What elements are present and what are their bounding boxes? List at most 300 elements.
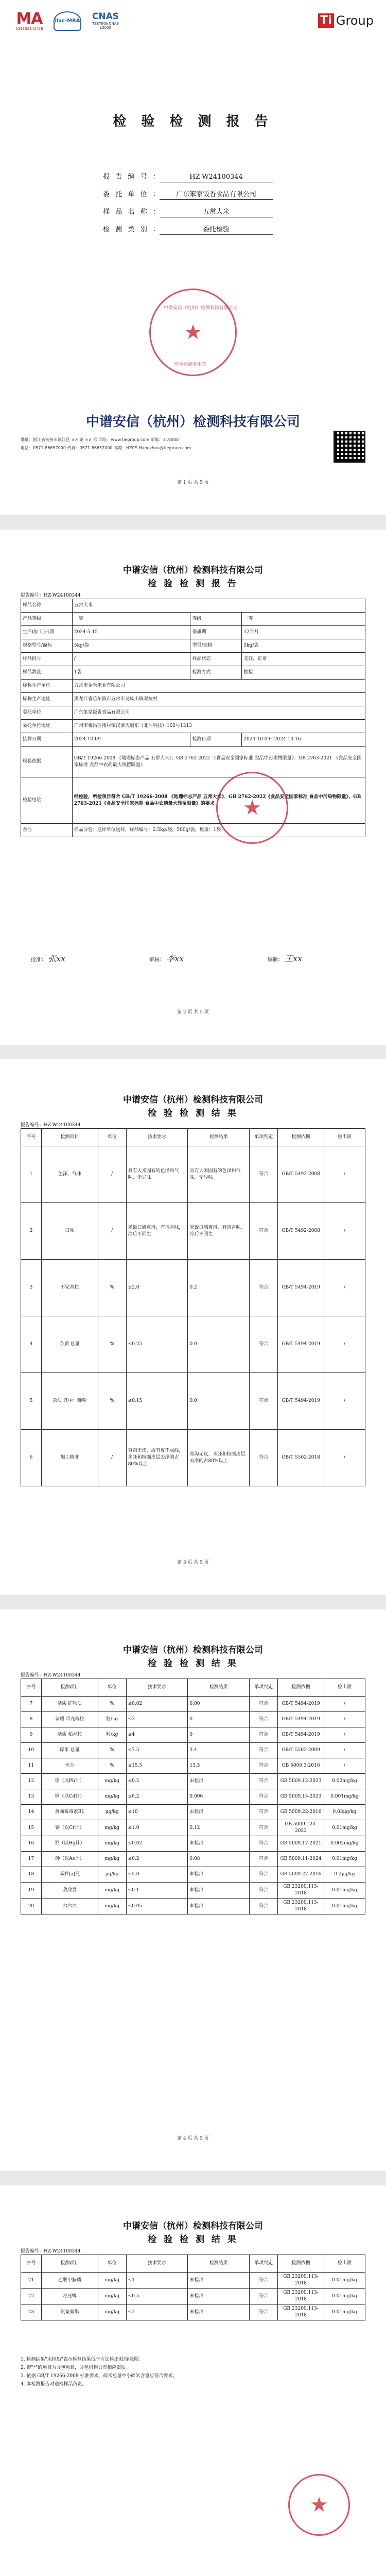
results-page-3 — [0, 2185, 386, 2576]
reviewer-label: 审核： — [149, 957, 165, 963]
cell-item: 杂质 带壳稗粒 — [41, 1712, 98, 1727]
cell-method: GB 5009.123-2023 — [278, 1820, 324, 1836]
cell-judge: 符合 — [250, 1852, 278, 1867]
results-header-row — [21, 1129, 365, 1146]
cell-result: 未检出 — [188, 1774, 250, 1789]
cell-item: 杂质 稻谷粒 — [41, 1727, 98, 1743]
cell-judge: 符合 — [250, 1260, 278, 1316]
cell-unit: mg/kg — [98, 1883, 126, 1899]
results-header-row — [21, 2255, 365, 2273]
cell-lod: / — [324, 1146, 365, 1203]
cell-item: 氯氰菊酯 — [41, 2304, 98, 2320]
cell-method: GB 5009.22-2016 — [278, 1805, 324, 1820]
cell-item: 杂质 矿物质 — [41, 1697, 98, 1712]
cell-method: GB 23200.113-2018 — [278, 2289, 324, 2304]
info-row — [21, 680, 365, 693]
client-label: 委托单位： — [103, 191, 160, 198]
cell-result: 0.2 — [188, 1260, 250, 1316]
cell-no: 19 — [21, 1883, 42, 1899]
cell-item: 不完善粒 — [41, 1260, 98, 1316]
info-label: 样品数量 — [21, 666, 73, 680]
table-row — [21, 1852, 365, 1867]
cell-item: 乙酰甲胺磷 — [41, 2273, 98, 2289]
info-label: 委托单位地址 — [21, 720, 73, 733]
cell-lod: 0.01mg/kg — [324, 1820, 365, 1836]
column-header: 技术要求 — [126, 1679, 188, 1697]
info-row — [21, 747, 365, 777]
cell-method: GB 5009.15-2023 — [278, 1789, 324, 1805]
sample-label: 样品名称： — [103, 208, 160, 216]
cell-item: 镉（以Cd计） — [41, 1789, 98, 1805]
info-label: 产品等级 — [21, 613, 73, 626]
cell-no: 3 — [21, 1260, 42, 1316]
cell-item: 汞（以Hg计） — [41, 1836, 98, 1852]
page-number: 第 2 页 共 5 页 — [177, 1010, 209, 1015]
results-table — [21, 1128, 365, 1486]
column-header: 单项判定 — [250, 1679, 278, 1697]
cell-method: GB/T 5494-2019 — [278, 1697, 324, 1712]
info-value: 抽检 — [242, 666, 365, 680]
table-row — [21, 1373, 365, 1430]
cell-item: 黄曲霉毒素B1 — [41, 1805, 98, 1820]
cell-judge: 符合 — [250, 1820, 278, 1836]
cell-req: ≤5.0 — [126, 1867, 188, 1883]
info-label: 备注 — [21, 824, 73, 837]
column-header: 检出限 — [324, 2255, 365, 2273]
note-2: 2. 带"*"的项目为分包项目，分包机构具有相应资质。 — [21, 2365, 131, 2370]
cell-unit: μg/kg — [98, 1867, 126, 1883]
cell-item: 六六六 — [41, 1899, 98, 1914]
cell-lod: 0.01mg/kg — [324, 2273, 365, 2289]
column-header: 序号 — [21, 1129, 42, 1146]
cell-no: 20 — [21, 1899, 42, 1914]
info-row — [21, 613, 365, 626]
column-header: 单位 — [98, 2255, 126, 2273]
cell-item: 苯并[a]芘 — [41, 1867, 98, 1883]
cell-judge: 符合 — [250, 1203, 278, 1260]
table-row — [21, 1203, 365, 1260]
cell-item: 铅（以Pb计） — [41, 1774, 98, 1789]
info-row — [21, 639, 365, 653]
cell-judge: 符合 — [250, 1774, 278, 1789]
cell-result: 0 — [188, 1727, 250, 1743]
page-company: 中谱安信（杭州）检测科技有限公司 — [123, 1645, 263, 1655]
cell-unit: / — [98, 1430, 126, 1486]
approver-label: 批准： — [31, 957, 46, 963]
cell-no: 17 — [21, 1852, 42, 1867]
results-header-row — [21, 1679, 365, 1697]
group-logo-text: Group — [336, 13, 374, 28]
info-value: 5kg/袋 — [72, 639, 190, 653]
cell-item: 铬（以Cr计） — [41, 1820, 98, 1836]
cell-item: 砷（以As计） — [41, 1852, 98, 1867]
cell-item: 加工精度 — [41, 1430, 98, 1486]
info-label: 检测日期 — [190, 733, 242, 747]
ma-number: 231100140428 — [15, 27, 43, 31]
table-row — [21, 1899, 365, 1914]
cell-result: 未检出 — [188, 2304, 250, 2320]
cell-method: GB/T 5494-2019 — [278, 1316, 324, 1373]
cell-method: GB 5009.11-2024 — [278, 1852, 324, 1867]
cell-unit: mg/kg — [98, 1789, 126, 1805]
cell-result: 0.0 — [188, 1373, 250, 1430]
cell-lod: 0.03μg/kg — [324, 1805, 365, 1820]
column-header: 检测结果 — [188, 1679, 250, 1697]
cell-req: 米饭口感爽滑，有清香味，冷后不回生 — [126, 1203, 188, 1260]
cell-judge: 符合 — [250, 1743, 278, 1758]
category-row — [103, 217, 273, 235]
info-label: 样品名称 — [21, 599, 73, 613]
cnas-logo — [87, 11, 124, 30]
table-row — [21, 1316, 365, 1373]
info-label: 等级 — [190, 613, 242, 626]
table-row — [21, 2273, 365, 2289]
info-value: 12个月 — [242, 626, 365, 639]
table-row — [21, 1712, 365, 1727]
report-page — [0, 530, 386, 1045]
cell-req: 具有大米固有的色泽和气味，无异味 — [126, 1146, 188, 1203]
cell-method: GB 23200.113-2018 — [278, 1899, 324, 1914]
cell-req: ≤2.0 — [126, 1260, 188, 1316]
results-table — [21, 2255, 365, 2320]
client-value: 广东笨家饭香食品有限公司 — [160, 189, 273, 200]
cell-result: 13.5 — [188, 1758, 250, 1774]
info-value: 2024-10-09~2024-10-16 — [242, 733, 365, 747]
cell-method: GB/T 5494-2019 — [278, 1727, 324, 1743]
page-title: 检 验 检 测 结 果 — [148, 1658, 238, 1669]
column-header: 单项判定 — [250, 1129, 278, 1146]
cell-no: 18 — [21, 1867, 42, 1883]
cell-result: 未检出 — [188, 2273, 250, 2289]
page-number: 第 4 页 共 5 页 — [177, 2136, 209, 2141]
info-value: 广州市番禺区南村镇汉溪大道东（北斗科技）102号1313 — [72, 720, 365, 733]
contact-info — [21, 436, 309, 452]
info-value: 1袋 — [72, 666, 190, 680]
category-label: 检测类别： — [103, 226, 160, 233]
info-row — [21, 777, 365, 824]
cell-judge: 符合 — [250, 1789, 278, 1805]
info-value: 黑龙江省哈尔滨市五常市龙凤山镇双拉村 — [72, 693, 365, 706]
report-number-row — [103, 165, 273, 182]
info-value: / — [72, 653, 190, 666]
cell-unit: μg/kg — [98, 1805, 126, 1820]
ma-logo — [11, 11, 47, 31]
info-value: 5kg/袋 — [242, 639, 365, 653]
cell-judge: 符合 — [250, 1373, 278, 1430]
cell-lod: / — [324, 1260, 365, 1316]
cell-lod: 0.2μg/kg — [324, 1867, 365, 1883]
info-value: 一等 — [72, 613, 190, 626]
cell-judge: 符合 — [250, 2289, 278, 2304]
column-header: 检出限 — [324, 1679, 365, 1697]
results-page-2 — [0, 1609, 386, 2171]
cell-req: ≤0.1 — [126, 1883, 188, 1899]
cell-item: 杂质 其中：糠粉 — [41, 1373, 98, 1430]
column-header: 技术要求 — [126, 1129, 188, 1146]
cell-judge: 符合 — [250, 1146, 278, 1203]
cell-lod: / — [324, 1430, 365, 1486]
cell-lod: / — [324, 1373, 365, 1430]
table-row — [21, 1727, 365, 1743]
report-number-value: HZ-W24100344 — [160, 173, 273, 182]
cell-no: 23 — [21, 2304, 42, 2320]
inspection-seal: ★ — [288, 2474, 350, 2536]
company-name: 中谱安信（杭州）检测科技有限公司 — [85, 414, 300, 430]
cell-judge: 符合 — [250, 2304, 278, 2320]
cell-judge: 符合 — [250, 1899, 278, 1914]
column-header: 检测依据 — [278, 1679, 324, 1697]
cell-method: GB 23200.113-2018 — [278, 2304, 324, 2320]
cell-lod: / — [324, 1712, 365, 1727]
cnas-mark: CNAS — [92, 11, 119, 22]
page-title: 检 验 检 测 结 果 — [148, 1108, 238, 1118]
table-row — [21, 2304, 365, 2320]
sample-info-table — [21, 599, 365, 837]
column-header: 技术要求 — [126, 2255, 188, 2273]
cell-unit: % — [98, 1697, 126, 1712]
table-row — [21, 1820, 365, 1836]
table-row — [21, 1774, 365, 1789]
cell-method: GB 23200.113-2018 — [278, 2273, 324, 2289]
info-label: 标称生产地址 — [21, 693, 73, 706]
column-header: 检测依据 — [278, 2255, 324, 2273]
info-row — [21, 693, 365, 706]
page-title: 检 验 检 测 结 果 — [148, 2234, 238, 2245]
cell-result: 3.4 — [188, 1743, 250, 1758]
cell-lod: 0.001mg/kg — [324, 1789, 365, 1805]
cell-unit: mg/kg — [98, 2304, 126, 2320]
cell-req: ≤0.5 — [126, 2289, 188, 2304]
info-value: 样品分包：送样单位送样，样品编号：2.5kg/袋，500g/袋，数量：1袋 — [72, 824, 365, 837]
ma-mark: MA — [16, 10, 43, 28]
cell-lod: / — [324, 1697, 365, 1712]
author-name: 王xx — [285, 954, 303, 963]
column-header: 检出限 — [324, 1129, 365, 1146]
report-number: 报告编号：HZ-W24100344 — [21, 1123, 81, 1128]
cell-no: 10 — [21, 1743, 42, 1758]
info-row — [21, 733, 365, 747]
cell-lod: / — [324, 1203, 365, 1260]
cell-method: GB/T 5492-2008 — [278, 1203, 324, 1260]
sample-value: 五常大米 — [160, 206, 273, 217]
page-number: 第 1 页 共 5 页 — [177, 480, 209, 485]
info-label: 检验结论 — [21, 777, 73, 824]
cell-req: ≤0.05 — [126, 1899, 188, 1914]
column-header: 单位 — [98, 1129, 126, 1146]
cell-result: 0.006 — [188, 1789, 250, 1805]
table-row — [21, 1260, 365, 1316]
cell-method: GB/T 5502-2018 — [278, 1430, 324, 1486]
info-label: 型号/规格 — [190, 639, 242, 653]
table-row — [21, 2289, 365, 2304]
sample-row — [103, 200, 273, 217]
cell-req: ≤2 — [126, 2304, 188, 2320]
author-signature — [268, 952, 302, 964]
cell-judge: 符合 — [250, 1836, 278, 1852]
cell-unit: 粒/kg — [98, 1727, 126, 1743]
cell-no: 15 — [21, 1820, 42, 1836]
cell-req: ≤0.15 — [126, 1373, 188, 1430]
cell-no: 13 — [21, 1789, 42, 1805]
cell-judge: 符合 — [250, 1712, 278, 1727]
cell-unit: mg/kg — [98, 1820, 126, 1836]
cell-item: 水分 — [41, 1758, 98, 1774]
table-row — [21, 1789, 365, 1805]
cell-no: 14 — [21, 1805, 42, 1820]
info-value: 五常大米 — [72, 599, 365, 613]
info-value: 一等 — [242, 613, 365, 626]
cell-unit: mg/kg — [98, 2273, 126, 2289]
column-header: 检测结果 — [188, 1129, 250, 1146]
report-number-label: 报告编号： — [103, 173, 160, 181]
cell-judge: 符合 — [250, 1758, 278, 1774]
cell-method: GB 5009.17-2021 — [278, 1836, 324, 1852]
table-row — [21, 1146, 365, 1203]
report-number: 报告编号：HZ-W24100344 — [21, 1673, 81, 1678]
approver-signature — [31, 952, 65, 964]
category-value: 委托检验 — [160, 224, 273, 235]
cover-title: 检 验 检 测 报 告 — [113, 114, 273, 129]
cell-unit: % — [98, 1743, 126, 1758]
cell-result: 未检出 — [188, 2289, 250, 2304]
info-value: 五常市金禾米业有限公司 — [72, 680, 365, 693]
cell-unit: mg/kg — [98, 1774, 126, 1789]
cell-lod: / — [324, 1758, 365, 1774]
info-row — [21, 626, 365, 639]
info-label: 样品状态 — [190, 653, 242, 666]
info-label: 标称生产单位 — [21, 680, 73, 693]
cell-result: 米饭口感爽滑，有清香味，冷后不回生 — [188, 1203, 250, 1260]
cell-method: GB/T 5494-2019 — [278, 1712, 324, 1727]
info-label: 接样日期 — [21, 733, 73, 747]
page-company: 中谱安信（杭州）检测科技有限公司 — [123, 1095, 263, 1105]
cell-method: GB/T 5492-2008 — [278, 1146, 324, 1203]
cell-lod: 0.01mg/kg — [324, 1883, 365, 1899]
cell-result: 未检出 — [188, 1805, 250, 1820]
report-number: 报告编号：HZ-W24100344 — [21, 593, 81, 598]
cell-method: GB/T 5494-2019 — [278, 1260, 324, 1316]
table-row — [21, 1883, 365, 1899]
cell-result: 0.00 — [188, 1697, 250, 1712]
info-label: 委托单位 — [21, 706, 73, 720]
inspection-seal: ★ — [216, 772, 288, 844]
cell-item: 毒死蜱 — [41, 2289, 98, 2304]
page-title: 检 验 检 测 报 告 — [148, 579, 238, 589]
accreditation-logos — [11, 11, 124, 31]
info-value: 2024-5-15 — [72, 626, 190, 639]
cell-unit: % — [98, 1260, 126, 1316]
cell-no: 8 — [21, 1712, 42, 1727]
cell-result: 0.0 — [188, 1316, 250, 1373]
report-number: 报告编号：HZ-W24100344 — [21, 2249, 81, 2254]
cell-result: 未检出 — [188, 1883, 250, 1899]
info-label: 检测方式 — [190, 666, 242, 680]
cell-req: ≤15.5 — [126, 1758, 188, 1774]
note-4: 4. 本检测报告对送检样品负责。 — [21, 2382, 87, 2387]
tigroup-logo — [318, 13, 374, 28]
table-row — [21, 1836, 365, 1852]
cell-unit: % — [98, 1316, 126, 1373]
page-number: 第 3 页 共 5 页 — [177, 1560, 209, 1565]
page-company: 中谱安信（杭州）检测科技有限公司 — [123, 2221, 263, 2231]
cell-lod: / — [324, 1316, 365, 1373]
cell-req: ≤0.2 — [126, 1852, 188, 1867]
ti-logo-box: Ti — [318, 13, 334, 28]
table-row — [21, 1430, 365, 1486]
cell-lod: / — [324, 1727, 365, 1743]
info-label: 生产(加工)日期 — [21, 626, 73, 639]
cell-no: 2 — [21, 1203, 42, 1260]
contact-line-2: 电话：0571-86657000 传真：0571-86657000 邮箱：HZCS.Hangzhou@tiegroup.com — [21, 446, 191, 450]
ilac-logo: ilac-MRA — [54, 11, 81, 31]
info-label: 检验依据 — [21, 747, 73, 777]
info-row — [21, 706, 365, 720]
column-header: 检测项目 — [41, 1679, 98, 1697]
note-3: 3. 依据 GB/T 19266-2008 标准要求，碎米总量中小碎米含量应符合要求。 — [21, 2374, 178, 2379]
column-header: 检测结果 — [188, 2255, 250, 2273]
cell-unit: 粒/kg — [98, 1712, 126, 1727]
cell-unit: mg/kg — [98, 1836, 126, 1852]
cell-lod: / — [324, 1743, 365, 1758]
cell-unit: mg/kg — [98, 1899, 126, 1914]
cell-method: GB/T 5494-2019 — [278, 1373, 324, 1430]
cell-judge: 符合 — [250, 1805, 278, 1820]
cell-method: GB 5009.27-2016 — [278, 1867, 324, 1883]
table-row — [21, 1867, 365, 1883]
cell-result: 0 — [188, 1712, 250, 1727]
cell-judge: 符合 — [250, 2273, 278, 2289]
cell-no: 11 — [21, 1758, 42, 1774]
cell-result: 0.12 — [188, 1820, 250, 1836]
cell-judge: 符合 — [250, 1697, 278, 1712]
cell-no: 4 — [21, 1316, 42, 1373]
cell-result: 未检出 — [188, 1867, 250, 1883]
cell-item: 口味 — [41, 1203, 98, 1260]
cell-method: GB 5009.12-2023 — [278, 1774, 324, 1789]
cell-req: ≤1.0 — [126, 1820, 188, 1836]
cell-req: ≤0.02 — [126, 1836, 188, 1852]
cell-lod: 0.02mg/kg — [324, 1774, 365, 1789]
cell-lod: 0.01mg/kg — [324, 2304, 365, 2320]
info-value: 经检验，所检项目符合 GB/T 19266-2008 《地理标志产品 五常大米》、GB 2762-2022《食品安全国家标准 食品中污染物限量》、GB 2763-2021《食品安全国家标准 食品中农药最大残留限量》的要求。 — [72, 777, 365, 824]
cell-unit: mg/kg — [98, 1852, 126, 1867]
cell-result: 未检出 — [188, 1899, 250, 1914]
cell-result: 背沟无皮，米胚和粒面皮层去净的占80%以上 — [188, 1430, 250, 1486]
cell-method: GB 5009.3-2016 — [278, 1758, 324, 1774]
cell-lod: 0.01mg/kg — [324, 1899, 365, 1914]
info-value: GB/T 19266-2008 《地理标志产品 五常大米》；GB 2762-2022 《食品安全国家标准 食品中污染物限量》；GB 2763-2021 《食品安全国家标准 食品中农药最大残留限量》 — [72, 747, 365, 777]
info-row — [21, 653, 365, 666]
cell-unit: / — [98, 1203, 126, 1260]
cnas-number: TESTING CNAS L0000 — [92, 22, 119, 30]
cell-judge: 符合 — [250, 1727, 278, 1743]
cell-lod: 0.002mg/kg — [324, 1836, 365, 1852]
cell-req: ≤3 — [126, 1712, 188, 1727]
cell-req: ≤0.02 — [126, 1697, 188, 1712]
cover-info — [103, 165, 273, 235]
cell-req: ≤0.2 — [126, 1789, 188, 1805]
qr-code-icon — [334, 431, 365, 463]
inspection-seal: ★ — [149, 289, 237, 376]
cell-req: ≤0.25 — [126, 1316, 188, 1373]
cell-no: 7 — [21, 1697, 42, 1712]
cell-unit: % — [98, 1758, 126, 1774]
info-label: 样品批号 — [21, 653, 73, 666]
cell-no: 16 — [21, 1836, 42, 1852]
cell-judge: 符合 — [250, 1430, 278, 1486]
seal-text: 中谱安信（杭州）检测科技有限公司 — [164, 306, 238, 311]
cell-no: 12 — [21, 1774, 42, 1789]
